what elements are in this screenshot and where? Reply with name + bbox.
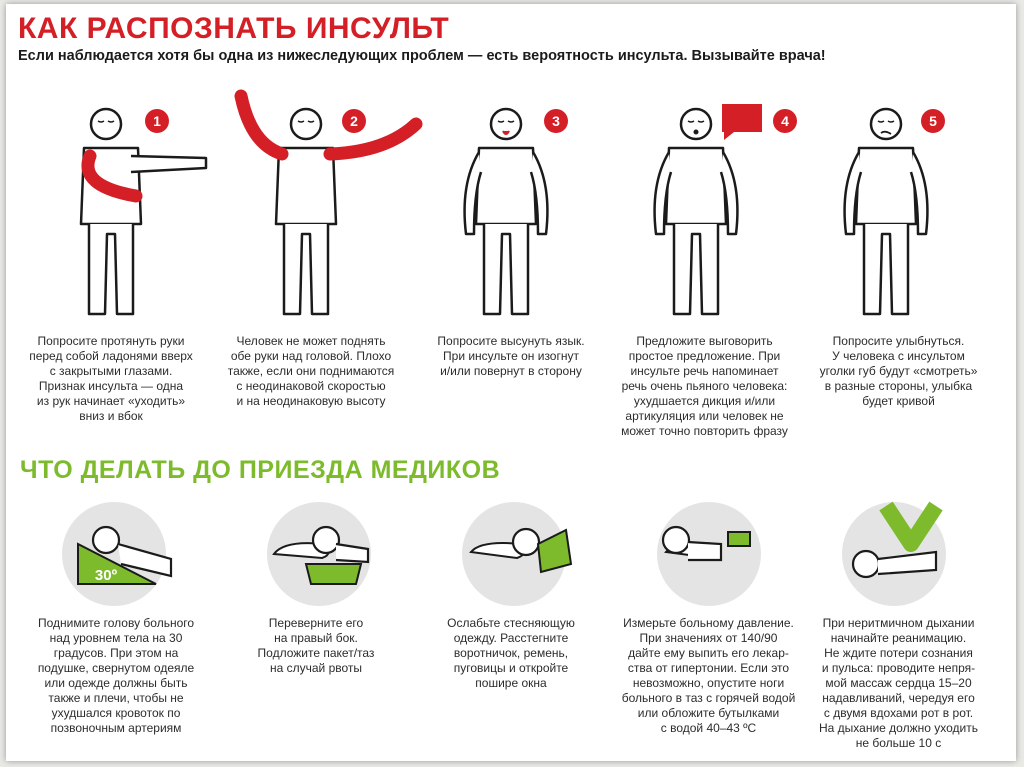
basin-icon <box>306 564 361 584</box>
figure-arms-up <box>241 96 416 314</box>
symptom-caption-1: Попросите протянуть руки перед собой ладонями вверх с закрытыми глазами. Признак инсульта — одна из рук начинает «уходить» вниз и вбок <box>29 334 193 423</box>
step1-illustration <box>62 502 171 606</box>
step4-illustration <box>657 502 761 606</box>
number-badge-4 <box>773 109 797 133</box>
section-title-first-aid: ЧТО ДЕЛАТЬ ДО ПРИЕЗДА МЕДИКОВ <box>20 456 501 484</box>
svg-text:4: 4 <box>781 113 789 129</box>
figure-smile <box>845 109 928 314</box>
svg-text:3: 3 <box>552 113 560 129</box>
figure-tongue <box>465 109 548 314</box>
step-caption-5: При неритмичном дыхании начинайте реанимацию. Не ждите потери сознания и пульса: проводите непря- мой массаж сердца 15–20 надавливаний, чередуя его с двумя вдохами рот в рот. На дыхание должно уходить не больше 10 с <box>819 616 978 750</box>
step5-illustration <box>842 502 946 606</box>
page-title: КАК РАСПОЗНАТЬ ИНСУЛЬТ <box>18 12 450 45</box>
step-caption-2: Переверните его на правый бок. Подложите пакет/таз на случай рвоты <box>257 616 375 675</box>
symptom-caption-2: Человек не может поднять обе руки над головой. Плохо также, если они поднимаются с неодинаковой скоростью и на неодинаковую высоту <box>227 334 395 408</box>
symptom-caption-4: Предложите выговорить простое предложение. При инсульте речь напоминает речь очень пьяного человека: ухудшается дикция и/или артикуляция или человек не может точно повторить фразу <box>621 334 788 438</box>
step2-illustration <box>267 502 371 606</box>
step3-illustration <box>462 502 571 606</box>
symptom-caption-5: Попросите улыбнуться. У человека с инсультом уголки губ будут «смотреть» в разные стороны, улыбка будет кривой <box>819 334 978 408</box>
infographic-page <box>6 4 1016 761</box>
svg-text:2: 2 <box>350 113 358 129</box>
number-badge-1 <box>145 109 169 133</box>
page-subtitle: Если наблюдается хотя бы одна из нижеследующих проблем — есть вероятность инсульта. Вызывайте врача! <box>18 48 826 64</box>
blood-pressure-cuff-icon <box>728 532 750 546</box>
number-badge-3 <box>544 109 568 133</box>
number-badge-5 <box>921 109 945 133</box>
badge-30-degrees: 30º <box>94 567 118 584</box>
figure-speech <box>655 109 738 314</box>
speech-bubble-icon <box>722 104 762 140</box>
number-badge-2 <box>342 109 366 133</box>
step-caption-4: Измерьте больному давление. При значениях от 140/90 дайте ему выпить его лекар- ства от гипертонии. Если это невозможно, опустите ноги больного в таз с горячей водой или обложите бутылками с водой 40–43 ºC <box>621 616 796 735</box>
symptom-caption-3: Попросите высунуть язык. При инсульте он изогнут и/или повернут в сторону <box>437 334 585 378</box>
step-caption-1: Поднимите голову больного над уровнем тела на 30 градусов. При этом на подушке, свернутом одеяле или одежде должны быть также и плечи, чтобы не ухудшался кровоток по позвоночным артериям <box>37 616 195 735</box>
figure-arm-drift <box>81 109 206 314</box>
svg-text:1: 1 <box>153 113 161 129</box>
step-caption-3: Ослабьте стесняющую одежду. Расстегните воротничок, ремень, пуговицы и откройте пошире окна <box>447 616 575 690</box>
svg-text:5: 5 <box>929 113 937 129</box>
